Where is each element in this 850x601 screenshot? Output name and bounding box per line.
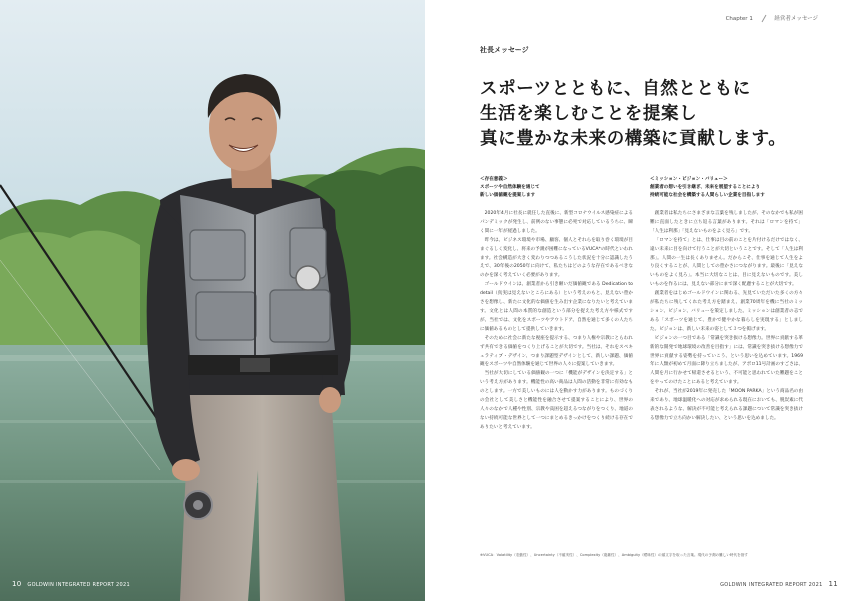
subheading-line: 創業者の想いを引き継ぎ、未来を展望することにより [650,185,761,190]
body-paragraph: 創業者は私たちにさまざまな言葉を残しましたが、そのなかでも私が困難に直面したときに立ち返る言葉があります。それは「ロマンを持て」「人生は利那」「見えないものをよく見ろ」です。 [650,211,803,234]
subheading-line: ＜ミッション・ビジョン・バリュー＞ [650,177,728,182]
body-paragraph: ゴールドウインは、創業者から引き継いだ価値観である Dedication to detail（真実は見えないところにある）という考えのもと、見えない豊かさを想像し、新たに文化的な価値を生み出す企業になりたいと考えています。文化とは人間の本質的な創造という部分を捉えた考え方や様式ですが、当社では、文化をスポーツやアウトドア、自然を通じて多くの人たちに価値あるものとして提供していきます。 [480,282,633,332]
vuca-footnote: ※VUCA：Volatility（変動性）、Uncertainty（不確実性）、Complexity（複雑性）、Ambiguity（曖昧性）の頭文字を取った言葉。現代の予測の難しい時代を指す [480,553,748,557]
headline-line: 真に豊かな未来の構築に貢献します。 [480,129,787,149]
column-subheading [480,176,633,200]
body-paragraph: 創業者をはじめゴールドウインに関わる、先見ていただいた多くの方々が私たちに残してくれた考え方を踏まえ、創業70周年を機に当社のミッション、ビジョン、バリューを策定しました。ミッションは創業者の志である「スポーツを通じて、豊かで健やかな暮らしを実現する」としました。ビジョンは、新しい未来の姿として３つを掲げます。 [650,291,803,332]
subheading-line: 持続可能な社会を構築する人間らしい企業を目指します [650,193,765,198]
body-paragraph: それが、当社が2019年に発売した「MOON PARKA」という商品名の由来であり、地球温暖化への対応が求められる現在においても、脱炭素に代表されるような、解決が不可能と考えられる課題について常識を突き抜ける想像力で立ち向かい解決したい、という思いを込めました。 [650,389,803,421]
headline-line: 生活を楽しむことを提案し [480,104,698,124]
section-label: 社長メッセージ [480,46,529,54]
headline [480,77,810,152]
chapter-header [726,14,818,22]
chapter-title: 経営者メッセージ [774,16,818,22]
body-paragraph: 当社が大切にしている価値観の一つに「機能がデザインを決定する」という考え方があります。機能性の高い商品は人間の活動を非常に有効なものとします。一方で美しいものには人を動かす力があります。ものづくりの会社として美しさと機能性を融合させて提案することにより、世界の人々のなかで人種や性別、宗教や貧困を超えるつながりをつくり、地道のない持続可能な世界として一つにまとめるきっかけをつくり続ける存在でありたいと考えています。 [480,371,633,430]
body-paragraph: そのために社会に新たな視座を提示する、つまり人権や宗教にとらわれず共有できる価値をつくり上げることが大切です。当社は、それをスペキュラティブ・デザイン、つまり課題型デザインとして、新しい課題、価値観をスポーツや自然体験を通じて世界の人々に提案していきます。 [480,335,633,368]
subheading-line: 新しい価値観を提案します [480,193,536,198]
body-paragraph: 「ロマンを持て」とは、仕事は目の前のことを片付けるだけではなく、遠い未来に目を向けて行うことが大切ということです。そして「人生は利那」。人間の一生は長くありません。だからこそ、仕事を通じて人生をより良くすることが、人間としての豊かさにつながります。最後に「見えないものをよく見ろ」。本当に大切なことは、目に見えないものです。美しいものを作るには、見えない部分にまで深く配慮することが大切です。 [650,237,803,288]
right-page-folio [720,580,838,588]
chapter-label: Chapter 1 [725,16,753,22]
left-page-number: 10 [12,580,22,588]
subheading-line: ＜存在意義＞ [480,177,508,182]
left-running-title: GOLDWIN INTEGRATED REPORT 2021 [27,582,130,588]
subheading-line: スポーツや自然体験を通じて [480,185,540,190]
purpose-column [480,176,633,433]
headline-line: スポーツとともに、自然とともに [480,79,751,99]
body-paragraph: ビジョンの一つ目である「常識を突き抜ける想像力。世界に貢献する革新的な開発で地球環境の改善を目指す」には、常識を突き抜ける想像力で世界に貢献する姿勢を持っていこう、という思いを込めています。1969年に人類が初めて月面に降り立ちましたが、アポロ11号計画のすごさは、人間を月に行かせて帰還させるという、不可能と思われていた難題をことをやってのけたことにあると考えています。 [650,335,803,386]
right-running-title: GOLDWIN INTEGRATED REPORT 2021 [720,582,823,588]
body-paragraph: 2020年4月に社長に就任した直後に、新型コロナウイルス感染症によるパンデミックが発生し、前例のない事態に必死で対応しているうちに、瞬く間に一年が経過しました。 [480,211,633,234]
right-page-number: 11 [828,580,838,588]
column-subheading [650,176,803,200]
left-page-folio [12,580,130,588]
message-text-page [425,0,850,601]
mission-column [650,176,803,424]
body-paragraph: 昨今は、ビジネス環境や市場、顧客、個人とそれらを取り巻く環境が目まぐるしく変化し、将来の予測が困難になっているVUCA*の時代といわれます。社会構造が大きく変わりつつあるこうした状況を十分に認識したうえで、30年後の2050年に向けて、私たちはどのような存在であるべきなのかを深く考えていく必要があります。 [480,237,633,279]
slash-divider [761,14,766,21]
